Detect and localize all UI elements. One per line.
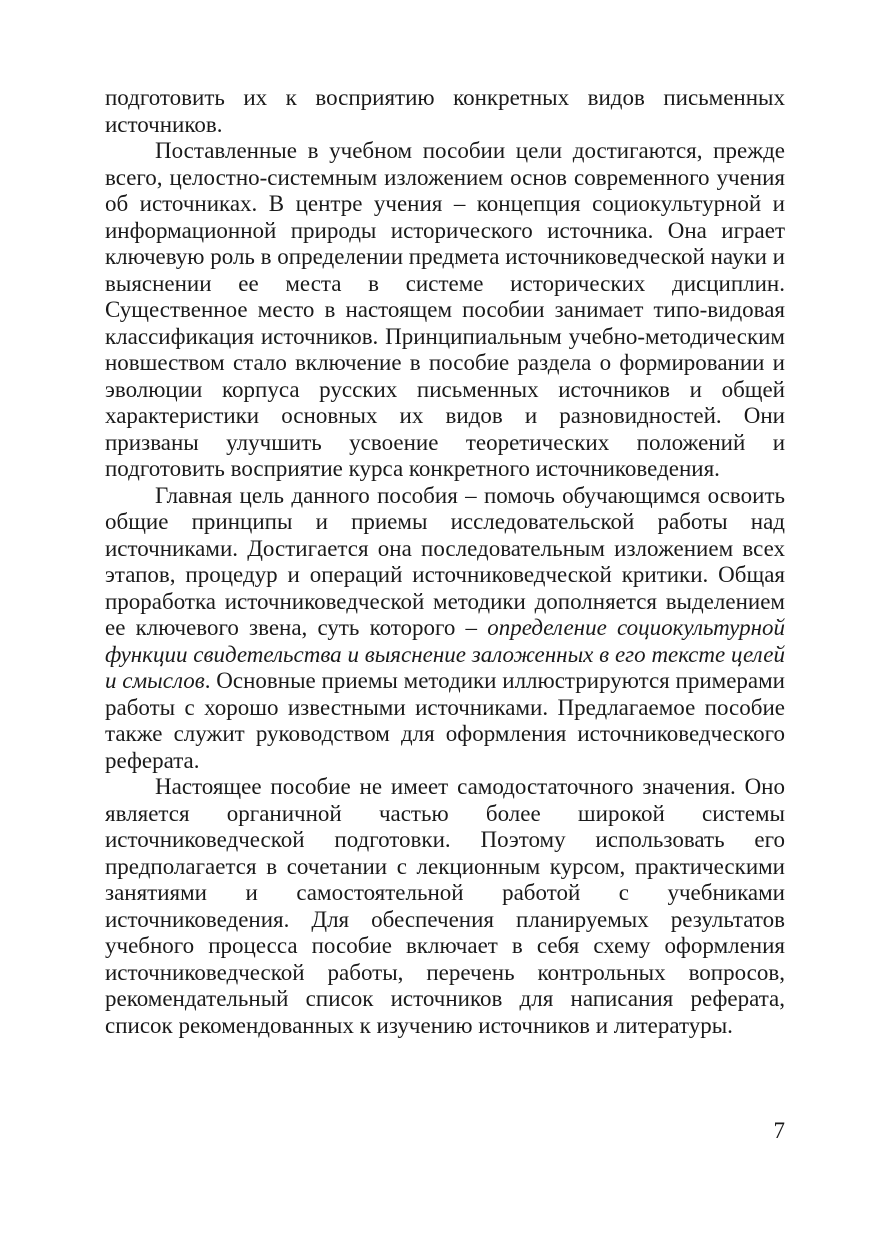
page-number: 7	[773, 1118, 785, 1143]
paragraph-continuation: подготовить их к восприятию конкретных видов письменных источников.	[105, 85, 785, 137]
paragraph-main-purpose-start: Главная цель данного пособия – помочь обучающимся освоить общие принципы и приемы исследовательской работы над источниками. Достигается она последовательным изложением всех этапов, процедур и операций источниковедческой критики. Общая проработка источниковедческой методики дополняется выделением ее ключевого звена, суть которого –	[105, 482, 785, 640]
paragraph-goals: Поставленные в учебном пособии цели достигаются, прежде всего, целостно-системным изложением основ современного учения об источниках. В центре учения – концепция социокультурной и информационной природы исторического источника. Она играет ключевую роль в определении предмета источниковедческой науки и выяснении ее места в системе исторических дисциплин. Существенное место в настоящем пособии занимает типо-видовая классификация источников. Принципиальным учебно-методическим новшеством стало включение в пособие раздела о формировании и эволюции корпуса русских письменных источников и общей характеристики основных их видов и разновидностей. Они призваны улучшить усвоение теоретических положений и подготовить восприятие курса конкретного источниковедения.	[105, 138, 785, 481]
paragraph-main-purpose	[105, 483, 785, 775]
page-body	[105, 85, 785, 1039]
paragraph-main-purpose-end: . Основные приемы методики иллюстрируются примерами работы с хорошо известными источниками. Предлагаемое пособие также служит руководством для оформления источниковедческого реферата.	[105, 668, 785, 773]
paragraph-usage: Настоящее пособие не имеет самодостаточного значения. Оно является органичной частью более широкой системы источниковедческой подготовки. Поэтому использовать его предполагается в сочетании с лекционным курсом, практическими занятиями и самостоятельной работой с учебниками источниковедения. Для обеспечения планируемых результатов учебного процесса пособие включает в себя схему оформления источниковедческой работы, перечень контрольных вопросов, рекомендательный список источников для написания реферата, список рекомендованных к изучению источников и литературы.	[105, 774, 785, 1038]
emphasis-key-link: определение социокультурной функции свидетельства и выяснение заложенных в его тексте целей и смыслов	[105, 615, 785, 693]
